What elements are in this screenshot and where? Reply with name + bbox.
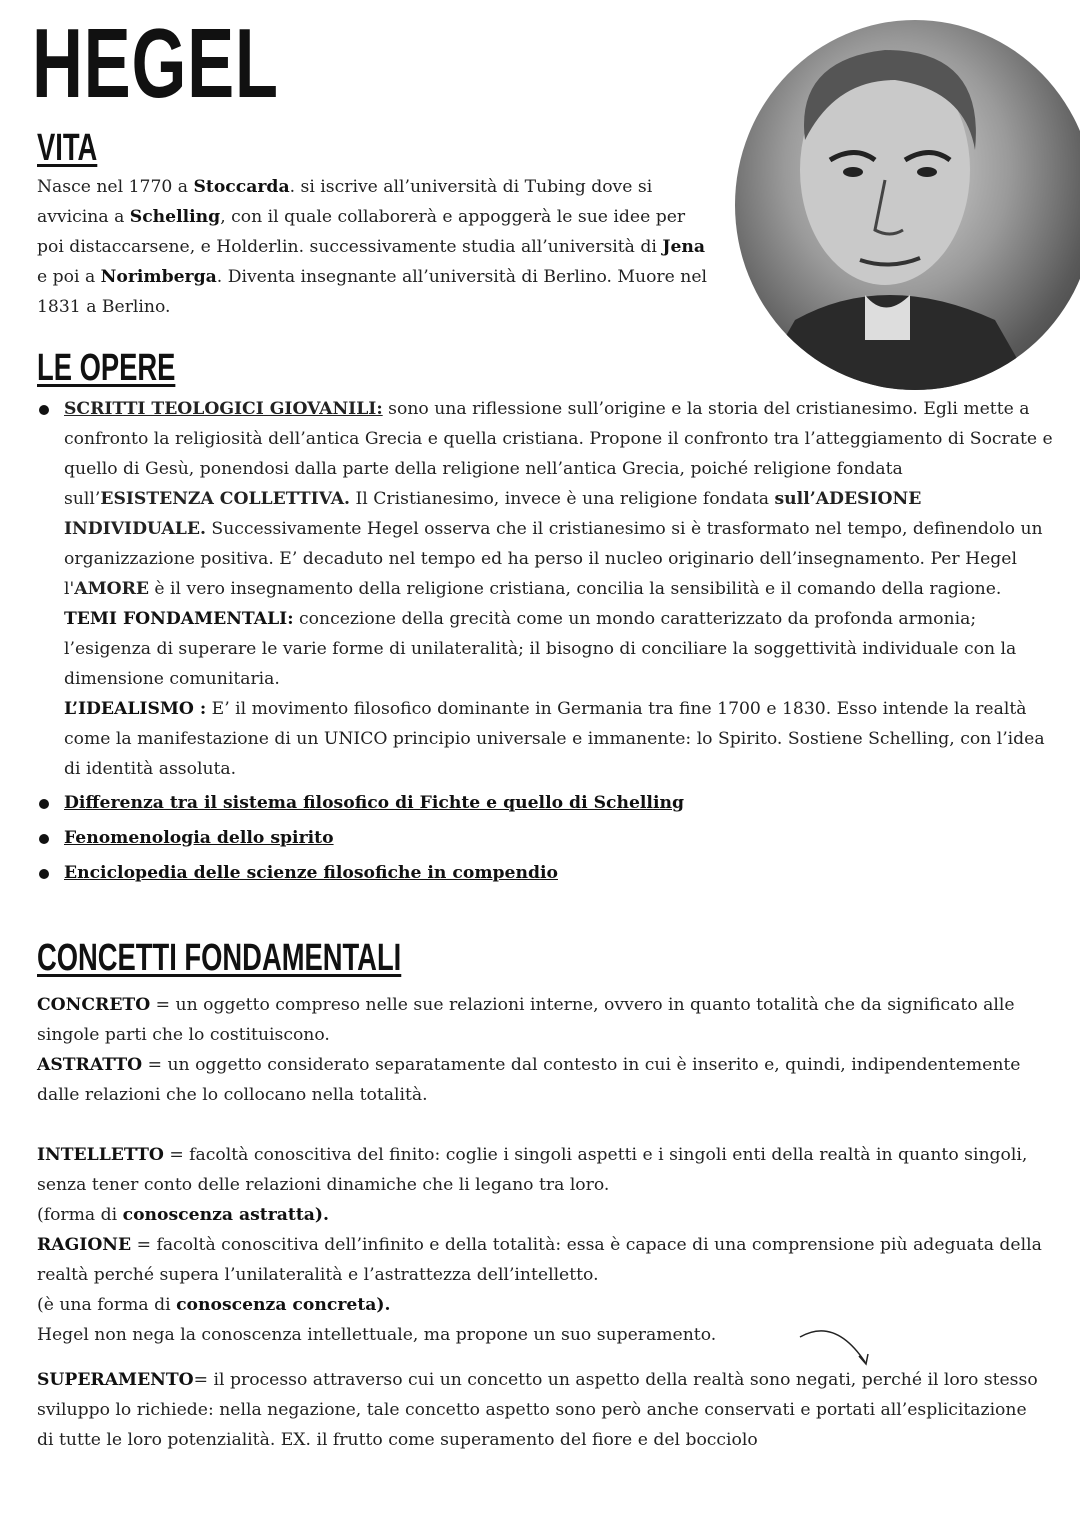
text-segment: . Diventa insegnante all’università di Berlino. Muore nel 1831 a Berlino.: [37, 267, 708, 317]
bold-text: SCRITTI TEOLOGICI GIOVANILI:: [64, 399, 383, 419]
text-segment: = un oggetto compreso nelle sue relazioni interne, ovvero in quanto totalità che da significato alle singole parti che lo costituiscono.: [37, 995, 1015, 1045]
text-segment: = facoltà conoscitiva del finito: coglie i singoli aspetti e i singoli enti della realtà in quanto singoli, senza tener conto delle relazioni dinamiche che li legano tra loro.: [37, 1145, 1028, 1195]
work-title: Fenomenologia dello spirito: [64, 828, 334, 848]
bold-text: CONCRETO: [37, 995, 151, 1015]
bold-text: Jena: [662, 237, 706, 257]
bold-text: SUPERAMENTO: [37, 1370, 194, 1390]
scritti-paragraph: [64, 394, 1057, 604]
text-segment: = un oggetto considerato separatamente dal contesto in cui è inserito e, quindi, indipendentemente dalle relazioni che lo collocano nella totalità.: [37, 1055, 1021, 1105]
bullet-icon: [39, 869, 49, 879]
concreto-definition: [37, 990, 1047, 1050]
bold-text: sull’ADESIONE INDIVIDUALE.: [64, 489, 922, 539]
text-segment: (è una forma di: [37, 1295, 177, 1315]
hegel-note: [37, 1320, 1047, 1350]
bold-text: TEMI FONDAMENTALI:: [64, 609, 294, 629]
intelletto-definition: [37, 1140, 1047, 1200]
ragione-definition: [37, 1230, 1047, 1290]
text-segment: , con il quale collaborerà e appoggerà le sue idee per poi distaccarsene, e Holderlin. successivamente studia all’università di: [37, 207, 686, 257]
opere-list: [37, 394, 1057, 888]
section-heading-vita: VITA: [37, 127, 98, 169]
temi-paragraph: [64, 604, 1057, 694]
bold-text: INTELLETTO: [37, 1145, 164, 1165]
text-segment: = il processo attraverso cui un concetto un aspetto della realtà sono negati, perché il loro stesso sviluppo lo richiede: nella negazione, tale concetto aspetto sono però anche conservati e portati all’esplicitazione di tutte le loro potenzialità. EX. il frutto come superamento del fiore e del bocciolo: [37, 1370, 1038, 1450]
work-title: Enciclopedia delle scienze filosofiche in compendio: [64, 863, 558, 883]
text-segment: e poi a: [37, 267, 101, 287]
bullet-icon: [39, 405, 49, 415]
bold-text: ESISTENZA COLLETTIVA.: [100, 489, 351, 509]
section-heading-opere: LE OPERE: [37, 347, 176, 389]
list-item-scritti: [37, 394, 1057, 784]
intelletto-note: [37, 1200, 1047, 1230]
page-title: HEGEL: [32, 8, 279, 118]
text-segment: sono una riflessione sull’origine e la storia del cristianesimo. Egli mette a confronto la religiosità dell’antica Grecia e quella cristiana. Propone il confronto tra l’atteggiamento di Socrate e quello di Gesù, ponendosi dalla parte della religione nell’antica Grecia, poiché religione fondata sull’: [64, 399, 1053, 509]
text-segment: . si iscrive all’università di Tubing dove si avvicina a: [37, 177, 653, 227]
text-segment: è il vero insegnamento della religione cristiana, concilia la sensibilità e il comando della ragione.: [148, 579, 1002, 599]
bullet-icon: [39, 834, 49, 844]
idealismo-paragraph: [64, 694, 1057, 784]
text-segment: E’ il movimento filosofico dominante in Germania tra fine 1700 e 1830. Esso intende la realtà come la manifestazione di un UNICO principio universale e immanente: lo Spirito. Sostiene Schelling, con l’idea di identità assoluta.: [64, 699, 1045, 779]
astratto-definition: [37, 1050, 1047, 1110]
section-heading-concetti: CONCETTI FONDAMENTALI: [37, 937, 402, 979]
superamento-definition: [37, 1365, 1047, 1455]
bold-text: Schelling: [129, 207, 221, 227]
bold-text: Norimberga: [100, 267, 217, 287]
list-item-work: [37, 788, 1057, 818]
concetti-block: [37, 990, 1047, 1455]
bullet-icon: [39, 799, 49, 809]
vita-paragraph: [37, 172, 717, 322]
bold-text: Stoccarda: [193, 177, 290, 197]
text-segment: = facoltà conoscitiva dell’infinito e della totalità: essa è capace di una comprensione più adeguata della realtà perché supera l’unilateralità e l’astrattezza dell’intelletto.: [37, 1235, 1042, 1285]
curved-arrow-icon: [795, 1322, 885, 1372]
text-segment: concezione della grecità come un mondo caratterizzato da profonda armonia; l’esigenza di superare le varie forme di unilateralità; il bisogno di conciliare la soggettività individuale con la dimensione comunitaria.: [64, 609, 1017, 689]
portrait-illustration: [735, 20, 1080, 390]
bold-text: RAGIONE: [37, 1235, 132, 1255]
list-item-work: [37, 858, 1057, 888]
list-item-work: [37, 823, 1057, 853]
ragione-note: [37, 1290, 1047, 1320]
text-segment: Successivamente Hegel osserva che il cristianesimo si è trasformato nel tempo, definendolo un organizzazione positiva. E’ decaduto nel tempo ed ha perso il nucleo originario dell’insegnamento. Per Hegel l': [64, 519, 1043, 599]
bold-text: AMORE: [74, 579, 149, 599]
text-segment: Nasce nel 1770 a: [37, 177, 194, 197]
bold-text: L’IDEALISMO :: [64, 699, 207, 719]
work-title: Differenza tra il sistema filosofico di Fichte e quello di Schelling: [64, 793, 685, 813]
text-segment: Il Cristianesimo, invece è una religione fondata: [350, 489, 775, 509]
text-segment: Hegel non nega la conoscenza intellettuale, ma propone un suo superamento.: [37, 1325, 717, 1345]
bold-text: conoscenza astratta).: [122, 1205, 330, 1225]
bold-text: ASTRATTO: [37, 1055, 143, 1075]
hegel-portrait: [735, 20, 1080, 390]
text-segment: (forma di: [37, 1205, 123, 1225]
bold-text: conoscenza concreta).: [176, 1295, 391, 1315]
